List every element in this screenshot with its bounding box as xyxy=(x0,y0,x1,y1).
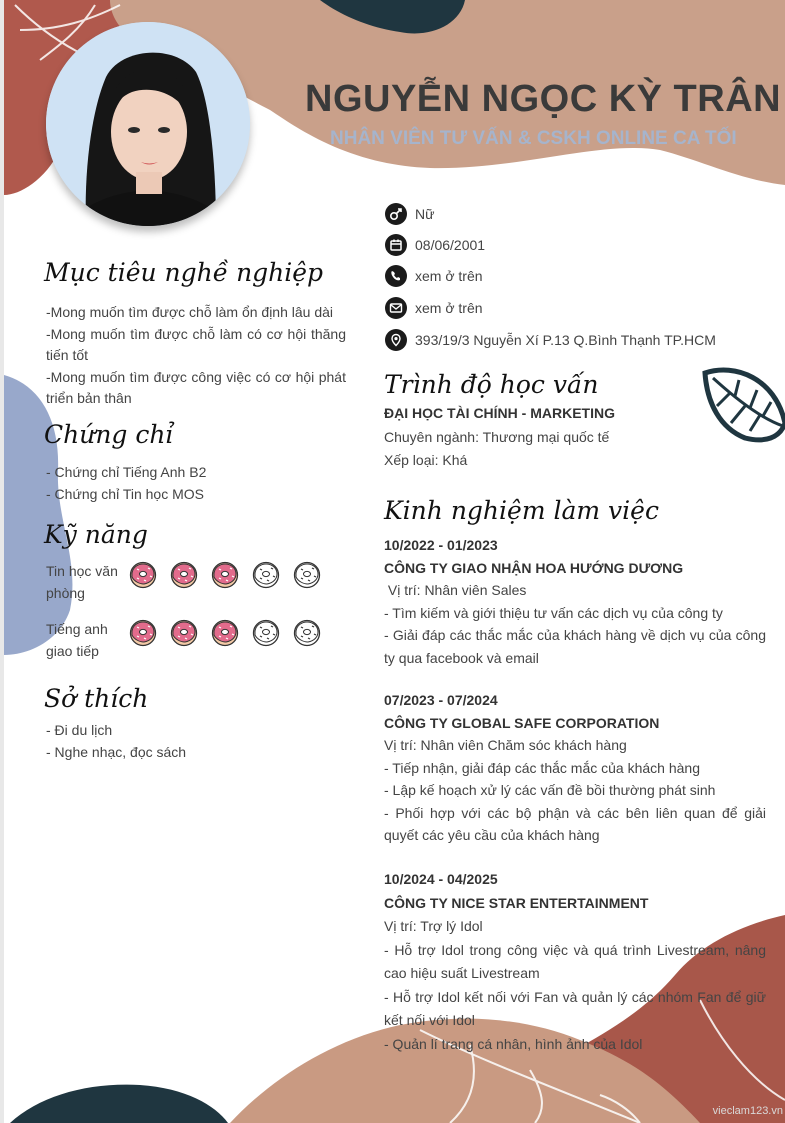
hobbies-list xyxy=(46,720,346,763)
rank: Xếp loại: Khá xyxy=(384,452,468,468)
certificate-item: - Chứng chỉ Tin học MOS xyxy=(46,485,204,502)
skill-label: Tin học văn phòng xyxy=(46,563,118,601)
profile-photo xyxy=(46,22,250,226)
portrait-image xyxy=(46,22,250,226)
job-task: - Hỗ trợ Idol trong công việc và quá trình Livestream, nâng cao hiệu suất Livestream xyxy=(384,941,766,981)
job-period: 10/2024 - 04/2025 xyxy=(384,871,498,887)
skill-rating xyxy=(128,618,322,662)
hobbies-heading: Sở thích xyxy=(44,684,149,713)
donut-filled-icon xyxy=(210,560,240,590)
donut-empty-icon xyxy=(251,560,281,590)
skills-heading: Kỹ năng xyxy=(44,520,148,549)
location-pin-icon xyxy=(385,329,407,351)
job-entry xyxy=(384,689,766,847)
info-address xyxy=(385,328,716,352)
certificates-list xyxy=(46,462,346,505)
education-heading: Trình độ học vấn xyxy=(384,370,599,399)
certificates-heading: Chứng chỉ xyxy=(44,420,174,449)
job-title: NHÂN VIÊN TƯ VẤN & CSKH ONLINE CA TỐI xyxy=(330,128,737,149)
experience-heading: Kinh nghiệm làm việc xyxy=(384,496,659,525)
info-phone xyxy=(385,264,483,288)
birthday-value: 08/06/2001 xyxy=(415,237,486,253)
gender-icon xyxy=(385,203,407,225)
education-section xyxy=(384,402,766,473)
donut-filled-icon xyxy=(128,560,158,590)
donut-filled-icon xyxy=(210,618,240,648)
donut-empty-icon xyxy=(251,618,281,648)
info-email xyxy=(385,296,483,320)
objective-heading: Mục tiêu nghề nghiệp xyxy=(44,258,324,287)
job-position: Vị trí: Trợ lý Idol xyxy=(384,918,483,934)
phone-value: xem ở trên xyxy=(415,268,483,284)
info-birthday xyxy=(385,233,485,257)
address-value: 393/19/3 Nguyễn Xí P.13 Q.Bình Thạnh TP.HCM xyxy=(415,332,716,348)
certificate-item: - Chứng chỉ Tiếng Anh B2 xyxy=(46,464,207,480)
school-name: ĐẠI HỌC TÀI CHÍNH - MARKETING xyxy=(384,405,615,421)
donut-filled-icon xyxy=(128,618,158,648)
job-company: CÔNG TY NICE STAR ENTERTAINMENT xyxy=(384,894,649,911)
gender-value: Nữ xyxy=(415,206,435,222)
calendar-icon xyxy=(385,234,407,256)
hobby-item: - Nghe nhạc, đọc sách xyxy=(46,743,187,760)
job-period: 07/2023 - 07/2024 xyxy=(384,692,498,708)
mail-icon xyxy=(385,297,407,319)
info-gender xyxy=(385,202,434,226)
job-entry xyxy=(384,534,766,669)
watermark: vieclam123.vn xyxy=(712,1105,783,1117)
job-task: - Lập kế hoạch xử lý các vấn đề bồi thường phát sinh xyxy=(384,782,716,798)
job-position: Vị trí: Nhân viên Chăm sóc khách hàng xyxy=(384,737,627,753)
candidate-name: NGUYỄN NGỌC KỲ TRÂN xyxy=(305,78,782,120)
phone-icon xyxy=(385,265,407,287)
skill-row xyxy=(46,560,322,604)
skill-rating xyxy=(128,560,322,604)
skill-label: Tiếng anh giao tiếp xyxy=(46,621,108,659)
job-task: - Giải đáp các thắc mắc của khách hàng về dịch vụ của công ty qua facebook và email xyxy=(384,627,766,666)
job-entry xyxy=(384,868,766,1056)
donut-empty-icon xyxy=(292,618,322,648)
major: Chuyên ngành: Thương mại quốc tế xyxy=(384,428,610,445)
objective-line: -Mong muốn tìm được công việc có cơ hội phát triển bản thân xyxy=(46,368,346,406)
donut-filled-icon xyxy=(169,560,199,590)
objective-line: -Mong muốn tìm được chỗ làm có cơ hội thăng tiến tốt xyxy=(46,325,346,363)
donut-empty-icon xyxy=(292,560,322,590)
job-task: - Quản lí trang cá nhân, hình ảnh của Idol xyxy=(384,1035,643,1052)
job-position: Vị trí: Nhân viên Sales xyxy=(384,582,527,598)
job-task: - Tiếp nhận, giải đáp các thắc mắc của khách hàng xyxy=(384,759,700,776)
objective-text xyxy=(46,302,346,410)
donut-filled-icon xyxy=(169,618,199,648)
hobby-item: - Đi du lịch xyxy=(46,722,113,738)
skill-row xyxy=(46,618,322,662)
job-task: - Tìm kiếm và giới thiệu tư vấn các dịch vụ của công ty xyxy=(384,604,723,621)
email-value: xem ở trên xyxy=(415,300,483,316)
job-company: CÔNG TY GLOBAL SAFE CORPORATION xyxy=(384,714,660,731)
job-company: CÔNG TY GIAO NHẬN HOA HƯỚNG DƯƠNG xyxy=(384,559,684,576)
objective-line: -Mong muốn tìm được chỗ làm ổn định lâu dài xyxy=(46,304,334,320)
job-task: - Phối hợp với các bộ phận và các bên liên quan để giải quyết các yêu cầu của khách hàng xyxy=(384,804,766,843)
job-period: 10/2022 - 01/2023 xyxy=(384,537,498,553)
job-task: - Hỗ trợ Idol kết nối với Fan và quản lý các nhóm Fan để giữ kết nối với Idol xyxy=(384,988,766,1028)
